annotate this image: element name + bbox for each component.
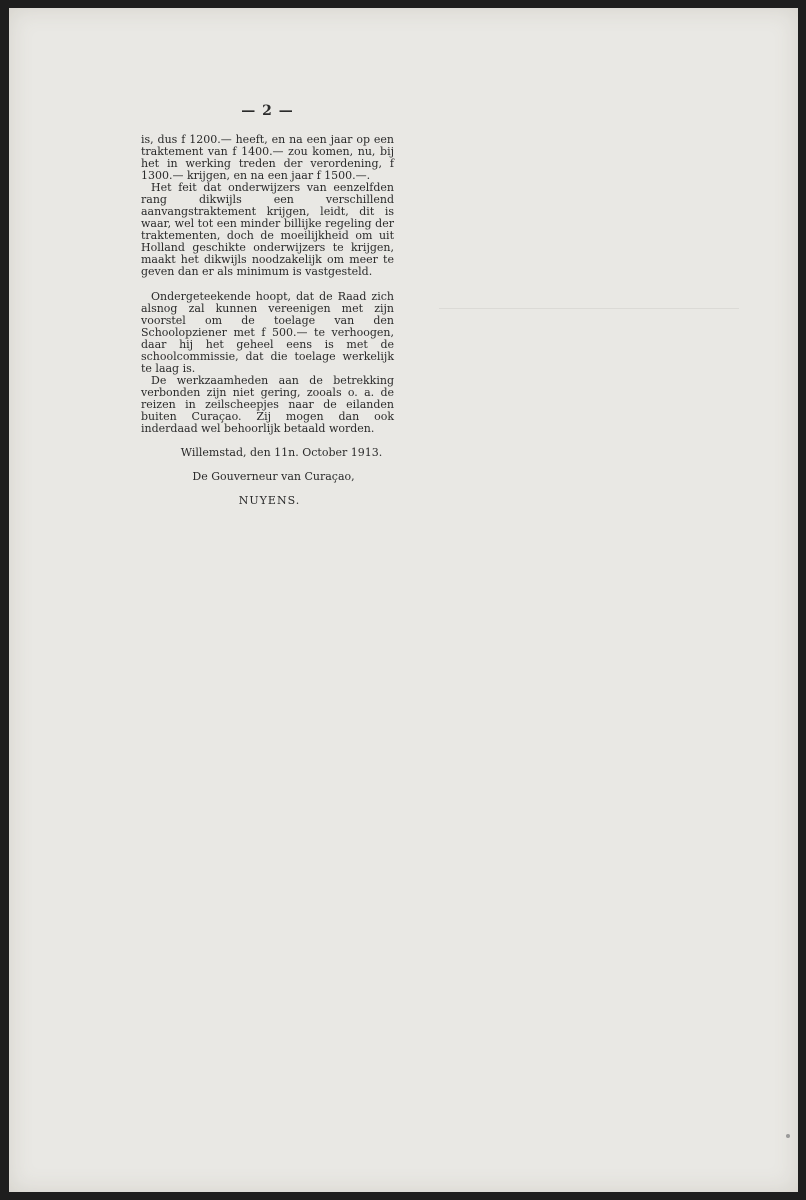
body-paragraph: De werkzaamheden aan de betrekking verbonden zijn niet gering, zooals o. a. de reizen in zeilscheepjes naar de eilanden buiten Curaçao. Zij mogen dan ook inderdaad wel behoorlijk betaald worden. [141,374,394,435]
document-page [9,8,798,1192]
page-number: — 2 — [241,103,294,119]
place-date: Willemstad, den 11n. October 1913. [180,446,383,459]
bleed-through-text [439,98,769,358]
body-paragraph: is, dus f 1200.— heeft, en na een jaar op een traktement van f 1400.— zou komen, nu, bij het in werking treden der verordening, f 1300.— krijgen, en na een jaar f 1500.—. [141,133,394,182]
paper-mark [786,1134,790,1138]
body-paragraph: Het feit dat onderwijzers van eenzelfden rang dikwijls een verschillend aanvangstraktement krijgen, leidt, dit is waar, wel tot een minder billijke regeling der traktementen, doch de moeilijkheid om uit Holland geschikte onderwijzers te krijgen, maakt het dikwijls noodzakelijk om meer te geven dan er als minimum is vastgesteld. [141,181,394,278]
letter-text-column [141,103,394,507]
signatory-name: NUYENS. [238,494,301,507]
body-paragraph: Ondergeteekende hoopt, dat de Raad zich alsnog zal kunnen vereenigen met zijn voorstel om de toelage van den Schoolopziener met f 500.— te verhoogen, daar hij het geheel eens is met de schoolcommissie, dat die toelage werkelijk te laag is. [141,290,394,375]
signatory-title: De Gouverneur van Curaçao, [192,470,355,483]
